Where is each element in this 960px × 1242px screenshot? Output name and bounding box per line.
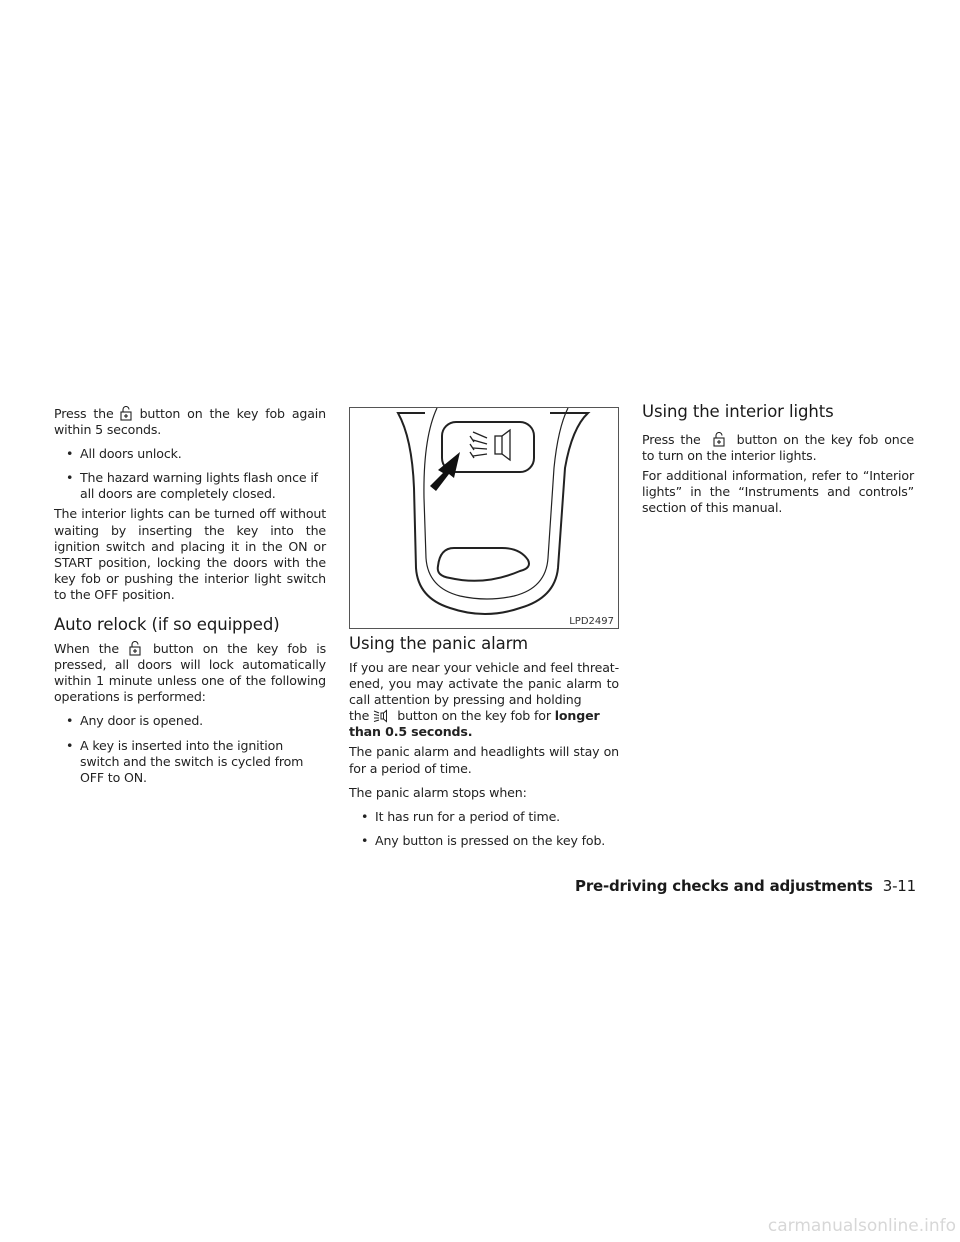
list-item: • A key is inserted into the ignition switch and the switch is cycled from OFF to ON.	[66, 738, 326, 786]
paragraph-interior-lights-off: The interior lights can be turned off without waiting by inserting the key into the ignition switch and placing it in the ON or START position, locking the doors with the key fob or pushing the interior light switch to the OFF position.	[54, 506, 326, 602]
list-item: • Any button is pressed on the key fob.	[361, 833, 619, 849]
list-item: • The hazard warning lights flash once if all doors are completely closed.	[66, 470, 326, 502]
key-fob-panic-figure	[349, 407, 619, 629]
figure-label: LPD2497	[569, 616, 614, 627]
list-item: • Any door is opened.	[66, 713, 326, 729]
column-left	[54, 406, 326, 794]
page-footer	[575, 877, 916, 895]
unlock-key-icon	[129, 641, 141, 656]
bullet-list-unlock-results	[54, 446, 326, 502]
bullet-list-relock-exceptions	[54, 713, 326, 785]
key-fob-illustration	[350, 408, 618, 628]
list-item: • It has run for a period of time.	[361, 809, 619, 825]
watermark: carmanualsonline.info	[767, 1216, 956, 1236]
unlock-key-icon	[713, 432, 725, 447]
paragraph-panic-duration: The panic alarm and headlights will stay on for a period of time.	[349, 744, 619, 776]
column-right	[642, 398, 914, 524]
column-middle	[349, 630, 619, 857]
unlock-key-icon	[120, 406, 132, 421]
paragraph-interior-lights-on: Press the button on the key fob once to turn on the interior lights.	[642, 432, 915, 464]
paragraph-interior-lights-reference: For additional information, refer to “Interior lights” in the “Instruments and controls” section of this manual.	[642, 468, 914, 516]
heading-panic-alarm: Using the panic alarm	[349, 634, 528, 653]
paragraph-press-unlock-again: Press the button on the key fob again within 5 seconds.	[54, 406, 326, 438]
paragraph-panic-stops: The panic alarm stops when:	[349, 784, 527, 800]
paragraph-panic-activate: If you are near your vehicle and feel threat-ened, you may activate the panic alarm to call attention by pressing and holding	[349, 660, 619, 708]
paragraph-auto-relock: When the button on the key fob is pressed, all doors will lock automatically within 1 minute unless one of the following operations is performed:	[54, 641, 326, 705]
bullet-list-panic-stops	[349, 809, 619, 849]
section-title: Pre-driving checks and adjustments	[575, 877, 873, 895]
list-item: • All doors unlock.	[66, 446, 326, 462]
heading-auto-relock: Auto relock (if so equipped)	[54, 615, 280, 635]
panic-horn-icon	[372, 709, 388, 723]
paragraph-panic-activate-cont: the button on the key fob for longer than 0.5 seconds.	[349, 708, 600, 740]
page-number: 3-11	[882, 877, 916, 895]
heading-interior-lights: Using the interior lights	[642, 402, 834, 421]
